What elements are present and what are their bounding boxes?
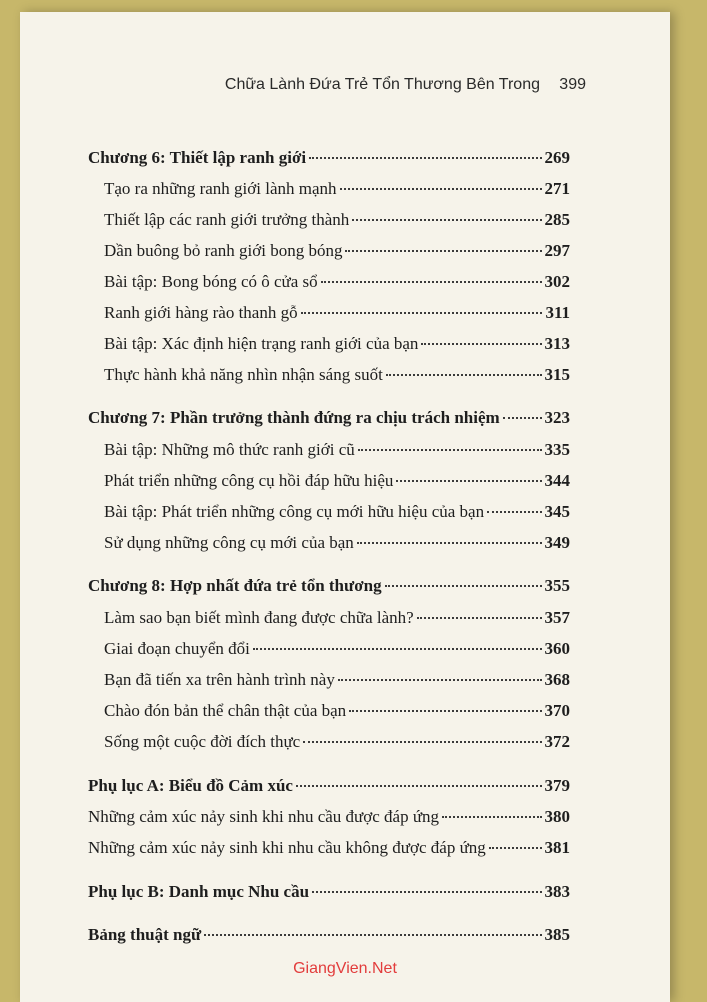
toc-entry-label: Dần buông bỏ ranh giới bong bóng: [104, 241, 343, 260]
toc-chapter-entry: [88, 776, 570, 796]
toc-chapter-entry: [88, 148, 570, 168]
dot-leader: [204, 934, 541, 936]
toc-section-entry: [104, 334, 570, 354]
toc-entry-label: Bài tập: Phát triển những công cụ mới hữu hiệu của bạn: [104, 502, 485, 521]
toc-entry-page: 302: [544, 272, 570, 291]
toc-section-entry: [104, 533, 570, 553]
dot-leader: [421, 343, 541, 345]
toc-entry-page: 313: [544, 334, 570, 353]
dot-leader: [340, 188, 542, 190]
toc-entry-page: 381: [544, 838, 570, 857]
toc-entry-page: 370: [544, 701, 570, 720]
toc-entry-label: Phụ lục A: Biểu đồ Cảm xúc: [88, 776, 293, 795]
toc-section-entry: [104, 210, 570, 230]
toc-entry-label: Thiết lập các ranh giới trưởng thành: [104, 210, 350, 229]
toc-entry-page: 315: [544, 365, 570, 384]
toc-entry-page: 383: [544, 882, 570, 901]
toc-entry-page: 297: [544, 241, 570, 260]
toc-section-entry: [104, 365, 570, 385]
toc-entry-label: Chương 7: Phần trưởng thành đứng ra chịu trách nhiệm: [88, 408, 500, 427]
dot-leader: [352, 219, 541, 221]
toc-entry-label: Những cảm xúc nảy sinh khi nhu cầu được đáp ứng: [88, 807, 440, 826]
book-title: Chữa Lành Đứa Trẻ Tổn Thương Bên Trong: [224, 76, 540, 93]
dot-leader: [338, 679, 542, 681]
toc-entry-label: Chương 8: Hợp nhất đứa trẻ tổn thương: [88, 576, 382, 595]
dot-leader: [442, 816, 541, 818]
dot-leader: [301, 312, 543, 314]
toc-section-entry: [104, 241, 570, 261]
dot-leader: [417, 617, 542, 619]
toc-entry-label: Tạo ra những ranh giới lành mạnh: [104, 179, 337, 198]
dot-leader: [303, 741, 541, 743]
toc-entry-page: 335: [544, 440, 570, 459]
toc-entry-label: Những cảm xúc nảy sinh khi nhu cầu không được đáp ứng: [88, 838, 486, 857]
toc-chapter-entry: [88, 576, 570, 596]
toc-section-entry: [104, 608, 570, 628]
toc-entry-page: 285: [544, 210, 570, 229]
toc-section-entry: [104, 440, 570, 460]
toc-entry-page: 380: [544, 807, 570, 826]
toc-entry-label: Bài tập: Những mô thức ranh giới cũ: [104, 440, 355, 459]
toc-entry-page: 345: [544, 502, 570, 521]
toc-entry-page: 368: [544, 670, 570, 689]
toc-entry-label: Phát triển những công cụ hồi đáp hữu hiệu: [104, 471, 394, 490]
toc-section-entry: [104, 639, 570, 659]
toc-entry-label: Bạn đã tiến xa trên hành trình này: [104, 670, 335, 689]
toc-entry-label: Bài tập: Bong bóng có ô cửa sổ: [104, 272, 318, 291]
toc-section-entry: [104, 272, 570, 292]
watermark: GiangVien.Net: [293, 960, 397, 977]
toc-entry-label: Phụ lục B: Danh mục Nhu cầu: [88, 882, 310, 901]
toc-section-entry: [104, 732, 570, 752]
dot-leader: [487, 511, 541, 513]
toc-entry-page: 357: [544, 608, 570, 627]
toc-chapter-entry: [88, 408, 570, 428]
toc-section-entry: [104, 303, 570, 323]
toc-entry-page: 355: [544, 576, 570, 595]
toc-entry-page: 385: [544, 925, 570, 944]
dot-leader: [312, 891, 541, 893]
dot-leader: [396, 480, 541, 482]
toc-entry-label: Chào đón bản thể chân thật của bạn: [104, 701, 347, 720]
toc-entry: [88, 838, 570, 858]
dot-leader: [386, 374, 542, 376]
toc-entry-page: 372: [544, 732, 570, 751]
dot-leader: [345, 250, 541, 252]
dot-leader: [489, 847, 542, 849]
toc-entry-label: Giai đoạn chuyển đổi: [104, 639, 250, 658]
dot-leader: [503, 417, 542, 419]
toc-entry-label: Chương 6: Thiết lập ranh giới: [88, 148, 307, 167]
toc-entry-page: 360: [544, 639, 570, 658]
table-of-contents: [20, 12, 670, 1002]
toc-entry-page: 269: [544, 148, 570, 167]
toc-section-entry: [104, 471, 570, 491]
toc-entry-label: Bài tập: Xác định hiện trạng ranh giới của bạn: [104, 334, 419, 353]
toc-entry-label: Ranh giới hàng rào thanh gỗ: [104, 303, 298, 322]
dot-leader: [357, 542, 542, 544]
toc-entry-page: 271: [544, 179, 570, 198]
toc-entry-page: 379: [544, 776, 570, 795]
toc-chapter-entry: [88, 882, 570, 902]
toc-entry-label: Sử dụng những công cụ mới của bạn: [104, 533, 354, 552]
toc-entry-page: 311: [545, 303, 570, 322]
toc-entry-page: 349: [544, 533, 570, 552]
toc-chapter-entry: [88, 925, 570, 945]
page-number: 399: [559, 76, 586, 93]
toc-section-entry: [104, 179, 570, 199]
toc-entry-page: 323: [544, 408, 570, 427]
dot-leader: [253, 648, 542, 650]
dot-leader: [349, 710, 541, 712]
toc-section-entry: [104, 701, 570, 721]
toc-section-entry: [104, 670, 570, 690]
book-page: [20, 12, 670, 1002]
toc-section-entry: [104, 502, 570, 522]
dot-leader: [321, 281, 542, 283]
toc-entry-label: Thực hành khả năng nhìn nhận sáng suốt: [104, 365, 383, 384]
toc-entry-label: Làm sao bạn biết mình đang được chữa lành?: [104, 608, 414, 627]
dot-leader: [309, 157, 541, 159]
toc-entry-label: Sống một cuộc đời đích thực: [104, 732, 301, 751]
dot-leader: [296, 785, 542, 787]
toc-entry: [88, 807, 570, 827]
dot-leader: [385, 585, 542, 587]
toc-entry-page: 344: [544, 471, 570, 490]
toc-entry-label: Bảng thuật ngữ: [88, 925, 202, 944]
dot-leader: [358, 449, 542, 451]
